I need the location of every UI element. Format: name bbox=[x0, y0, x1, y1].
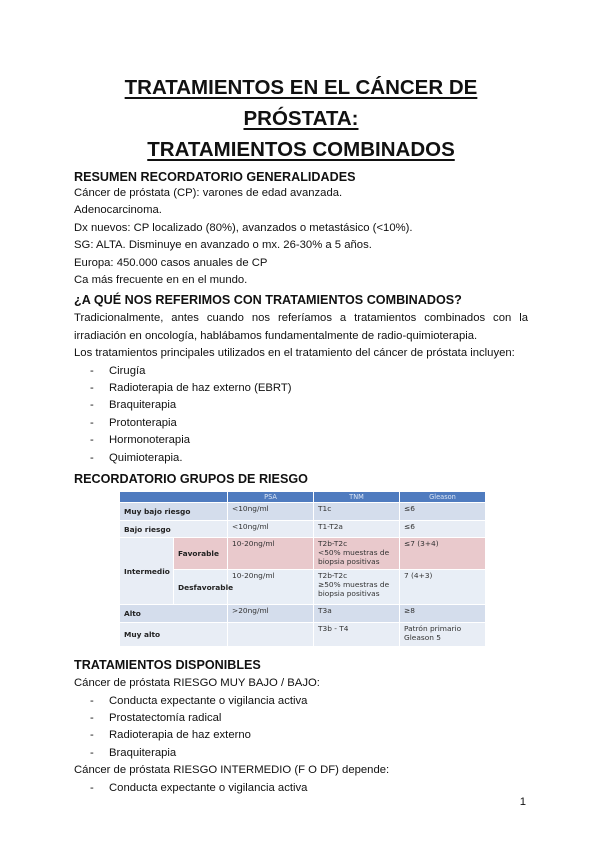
row-sublabel: Favorable bbox=[174, 538, 228, 570]
row-sublabel: Desfavorable bbox=[174, 570, 228, 605]
list-item: - Protonterapia bbox=[74, 415, 528, 432]
table-cell: <10ng/ml bbox=[228, 521, 314, 538]
risk-groups-table-image bbox=[119, 491, 485, 649]
gleason-line: Patrón primario bbox=[404, 624, 462, 634]
table-cell: T3a bbox=[314, 605, 400, 623]
list-item: - Braquiterapia bbox=[74, 745, 528, 762]
table-cell: ≥8 bbox=[400, 605, 486, 623]
section-heading-riesgo: RECORDATORIO GRUPOS DE RIESGO bbox=[74, 472, 308, 487]
list-item: - Cirugía bbox=[74, 363, 528, 380]
table-cell bbox=[228, 623, 314, 647]
list-item: - Braquiterapia bbox=[74, 397, 528, 414]
list-item: - Prostatectomía radical bbox=[74, 710, 528, 727]
table-header: Gleason bbox=[400, 492, 486, 503]
section-heading-generalidades: RESUMEN RECORDATORIO GENERALIDADES bbox=[74, 170, 356, 184]
treatment-list bbox=[74, 363, 528, 467]
table-cell: ≤6 bbox=[400, 521, 486, 538]
page-number: 1 bbox=[519, 796, 526, 808]
generalidades-line: Cáncer de próstata (CP): varones de edad avanzada. bbox=[74, 187, 343, 199]
table-header: TNM bbox=[314, 492, 400, 503]
row-label: Muy bajo riesgo bbox=[120, 503, 228, 521]
list-item: - Quimioterapia. bbox=[74, 450, 528, 467]
tratamientos-intro-1: Cáncer de próstata RIESGO MUY BAJO / BAJO: bbox=[74, 677, 320, 690]
row-label: Alto bbox=[120, 605, 228, 623]
table-cell bbox=[314, 570, 400, 605]
combinados-paragraph-2: Los tratamientos principales utilizados en el tratamiento del cáncer de próstata incluyen: bbox=[74, 347, 515, 360]
table-row bbox=[120, 503, 486, 521]
list-item: - Hormonoterapia bbox=[74, 432, 528, 449]
table-cell: 7 (4+3) bbox=[400, 570, 486, 605]
table-header: PSA bbox=[228, 492, 314, 503]
tnm-line: ≥50% muestras de biopsia positivas bbox=[318, 580, 390, 599]
generalidades-line: SG: ALTA. Disminuye en avanzado o mx. 26-30% a 5 años. bbox=[74, 239, 372, 252]
document-page bbox=[74, 72, 528, 797]
table-cell: T1-T2a bbox=[314, 521, 400, 538]
table-cell: ≤7 (3+4) bbox=[400, 538, 486, 570]
table-row bbox=[120, 605, 486, 623]
table-row bbox=[120, 521, 486, 538]
table-cell: <10ng/ml bbox=[228, 503, 314, 521]
table-cell: 10-20ng/ml bbox=[228, 538, 314, 570]
table-row bbox=[120, 538, 486, 570]
table-row bbox=[120, 623, 486, 647]
table-header-row bbox=[120, 492, 486, 503]
row-label: Intermedio bbox=[120, 538, 174, 605]
tnm-line: T2b-T2c bbox=[318, 539, 348, 549]
section-heading-combinados: ¿A QUÉ NOS REFERIMOS CON TRATAMIENTOS COMBINADOS? bbox=[74, 293, 462, 308]
tratamientos-intro-2: Cáncer de próstata RIESGO INTERMEDIO (F O DF) depende: bbox=[74, 764, 390, 777]
table-cell: T1c bbox=[314, 503, 400, 521]
table-cell: ≤6 bbox=[400, 503, 486, 521]
tnm-line: T2b-T2c bbox=[318, 571, 348, 581]
table-cell: T3b - T4 bbox=[314, 623, 400, 647]
generalidades-line: Dx nuevos: CP localizado (80%), avanzados o metastásico (<10%). bbox=[74, 221, 413, 234]
document-title-line2: TRATAMIENTOS COMBINADOS bbox=[147, 138, 455, 161]
table-cell bbox=[400, 623, 486, 647]
row-label: Bajo riesgo bbox=[120, 521, 228, 538]
generalidades-line: Europa: 450.000 casos anuales de CP bbox=[74, 256, 268, 269]
generalidades-line: Ca más frecuente en en el mundo. bbox=[74, 274, 248, 287]
generalidades-line: Adenocarcinoma. bbox=[74, 204, 162, 217]
table-cell: >20ng/ml bbox=[228, 605, 314, 623]
table-row bbox=[120, 570, 486, 605]
row-label: Muy alto bbox=[120, 623, 228, 647]
combinados-paragraph-1: Tradicionalmente, antes cuando nos referíamos a tratamientos combinados con la irradiación en oncología, hablábamos fundamentalmente de radio-quimioterapia. bbox=[74, 312, 528, 342]
risk-groups-table bbox=[119, 491, 486, 647]
document-title-line1: TRATAMIENTOS EN EL CÁNCER DE PRÓSTATA: bbox=[124, 76, 478, 130]
list-item: - Conducta expectante o vigilancia activa bbox=[74, 780, 528, 797]
list-item: - Radioterapia de haz externo bbox=[74, 727, 528, 744]
gleason-line: Gleason 5 bbox=[404, 633, 441, 643]
list-item: - Radioterapia de haz externo (EBRT) bbox=[74, 380, 528, 397]
low-risk-treatment-list bbox=[74, 693, 528, 763]
list-item: - Conducta expectante o vigilancia activa bbox=[74, 693, 528, 710]
section-heading-tratamientos: TRATAMIENTOS DISPONIBLES bbox=[74, 658, 261, 673]
intermediate-risk-treatment-list bbox=[74, 780, 528, 797]
tnm-line: <50% muestras de biopsia positivas bbox=[318, 548, 390, 567]
table-cell bbox=[314, 538, 400, 570]
table-cell: 10-20ng/ml bbox=[228, 570, 314, 605]
